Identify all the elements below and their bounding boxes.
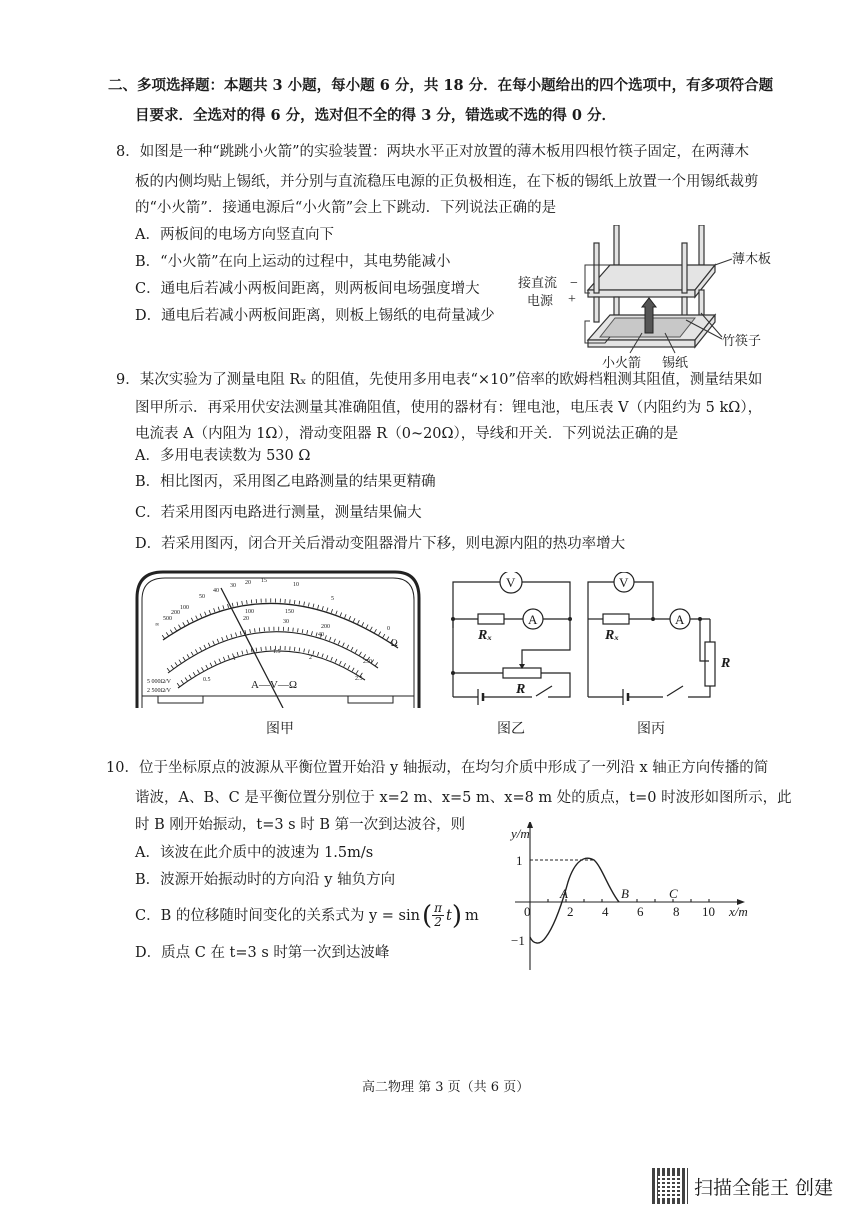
x-tick: 6	[637, 904, 644, 919]
qr-code-icon	[652, 1168, 688, 1204]
x-tick: 0	[524, 904, 531, 919]
q10-option-b: B．波源开始振动时的方向沿 y 轴负方向	[135, 872, 396, 888]
q8-option-b: B．“小火箭”在向上运动的过程中，其电势能减小	[135, 254, 451, 270]
voltmeter-label: V	[506, 575, 516, 590]
voltmeter-label: V	[619, 575, 629, 590]
ammeter-label: A	[528, 612, 538, 627]
ohm-tick: 20	[245, 580, 251, 586]
q9-option-a: A．多用电表读数为 530 Ω	[135, 448, 311, 464]
q9-option-d: D．若采用图丙，闭合开关后滑动变阻器滑片下移，则电源内阻的热功率增大	[135, 536, 626, 552]
fraction-denominator: 2	[434, 915, 442, 929]
q9-option-b: B．相比图丙，采用图乙电路测量的结果更精确	[135, 474, 436, 490]
dc-tick: 30	[283, 619, 289, 625]
q10-option-c-text: C．B 的位移随时间变化的关系式为 y = sin	[135, 907, 420, 924]
q8-stem-2: 板的内侧均贴上锡纸，并分别与直流稳压电源的正负极相连，在下板的锡纸上放置一个用锡纸裁剪	[135, 174, 759, 190]
caption-bing: 图丙	[637, 721, 665, 737]
q9-stem-3: 电流表 A（内阻为 1Ω），滑动变阻器 R（0~20Ω），导线和开关．下列说法正确的是	[135, 426, 679, 442]
ac-tick: 2	[309, 655, 312, 661]
circuit-bing-figure	[583, 572, 743, 707]
wave-graph	[505, 822, 765, 972]
q8-option-c: C．通电后若减小两板间距离，则两板间电场强度增大	[135, 281, 480, 297]
scanner-watermark	[652, 1168, 833, 1204]
q9-stem-2: 图甲所示．再采用伏安法测量其准确阻值，使用的器材有：锂电池，电压表 V（内阻约为 5 kΩ），	[135, 400, 763, 416]
point-b-label: B	[621, 886, 629, 901]
plus-sign: +	[568, 292, 576, 307]
rx-label: Rₓ	[605, 628, 620, 643]
rx-label: Rₓ	[478, 628, 493, 643]
q8-option-a: A．两板间的电场方向竖直向下	[135, 227, 334, 243]
dc-tick: 40	[318, 632, 324, 638]
r-label: R	[721, 656, 731, 671]
x-tick: 4	[602, 904, 609, 919]
q8-option-d: D．通电后若减小两板间距离，则板上锡纸的电荷量减少	[135, 308, 495, 324]
power-label-2: 电源	[527, 293, 554, 308]
chopsticks-label: 竹筷子	[722, 333, 762, 348]
caption-jia: 图甲	[266, 721, 294, 737]
x-tick: 2	[567, 904, 574, 919]
ohm-tick: 50	[199, 594, 205, 600]
ac-tick: 1	[233, 656, 236, 662]
ohm-tick: ∞	[155, 622, 160, 628]
section-title: 二、多项选择题：本题共 3 小题，每小题 6 分，共 18 分．在每小题给出的四个选项中，有多项符合题	[108, 77, 774, 94]
ohm-tick: 10	[293, 582, 299, 588]
meter-mode-label: A—V—Ω	[251, 679, 298, 691]
circuit-yi-figure	[448, 572, 578, 707]
q8-stem-3: 的“小火箭”．接通电源后“小火箭”会上下跳动．下列说法正确的是	[135, 200, 557, 216]
x-tick: 10	[702, 904, 715, 919]
page-footer: 高二物理 第 3 页（共 6 页）	[362, 1080, 530, 1095]
meter-spec: 2 500Ω/V	[147, 688, 171, 694]
ohm-tick: 200	[171, 610, 180, 616]
board-label: 薄木板	[732, 251, 772, 266]
ac-tick: 2.5	[355, 676, 363, 682]
watermark-text: 扫描全能王 创建	[694, 1176, 834, 1199]
point-c-label: C	[669, 886, 678, 901]
ohm-tick: 30	[230, 583, 236, 589]
section-instructions: 目要求．全选对的得 6 分，选对但不全的得 3 分，错选或不选的得 0 分．	[135, 107, 617, 124]
y-axis-label: y/m	[511, 826, 530, 841]
ohm-tick: 100	[180, 605, 189, 611]
multimeter-dial-figure	[133, 568, 423, 708]
waveform-curve	[530, 858, 619, 943]
dc-tick: 100	[245, 609, 254, 615]
dc-tick: 200	[321, 624, 330, 630]
ac-tick: 0.5	[203, 677, 211, 683]
y-tick: 1	[516, 853, 523, 868]
dc-tick: 250	[363, 659, 372, 665]
rocket-label: 小火箭	[602, 355, 642, 370]
q10-option-d: D．质点 C 在 t=3 s 时第一次到达波峰	[135, 945, 390, 961]
ammeter-label: A	[675, 612, 685, 627]
dc-tick: 150	[285, 609, 294, 615]
rocket-apparatus-figure	[510, 225, 800, 370]
ac-tick: 1.5	[273, 649, 281, 655]
r-label: R	[516, 682, 526, 697]
time-variable: t	[446, 907, 452, 924]
point-a-label: A	[560, 886, 568, 901]
ohm-tick: 15	[261, 578, 267, 584]
x-axis-label: x/m	[729, 904, 748, 919]
caption-yi: 图乙	[497, 721, 525, 737]
unit: m	[464, 907, 479, 924]
foil-label: 锡纸	[662, 355, 689, 370]
q10-stem-2: 谐波，A、B、C 是平衡位置分别位于 x=2 m、x=5 m、x=8 m 处的质点，t=0 时波形如图所示，此	[135, 790, 792, 806]
ohm-tick: 5	[331, 596, 334, 602]
ohm-tick: 0	[387, 626, 390, 632]
q8-stem-1: 8．如图是一种“跳跳小火箭”的实验装置：两块水平正对放置的薄木板用四根竹筷子固定，在两薄木	[116, 144, 750, 160]
dc-tick: 20	[243, 616, 249, 622]
q10-stem-1: 10．位于坐标原点的波源从平衡位置开始沿 y 轴振动，在均匀介质中形成了一列沿 x 轴正方向传播的简	[106, 760, 769, 776]
x-tick: 8	[673, 904, 680, 919]
q9-option-c: C．若采用图丙电路进行测量，测量结果偏大	[135, 505, 422, 521]
meter-spec: 5 000Ω/V	[147, 679, 171, 685]
power-label-1: 接直流	[518, 275, 558, 290]
q10-option-c: C．B 的位移随时间变化的关系式为 y = sin ( $\frac{\pi}{2}$ t ) m	[135, 900, 479, 931]
q10-option-a: A．该波在此介质中的波速为 1.5m/s	[135, 845, 374, 861]
y-tick: −1	[511, 933, 525, 948]
ohm-unit: Ω	[391, 638, 398, 648]
ohm-tick: 500	[163, 616, 172, 622]
q9-stem-1: 9．某次实验为了测量电阻 Rₓ 的阻值，先使用多用电表“×10”倍率的欧姆档粗测其阻值，测量结果如	[116, 372, 763, 388]
fraction-numerator: π	[434, 901, 442, 915]
minus-sign: −	[570, 276, 578, 291]
q10-stem-3: 时 B 刚开始振动，t=3 s 时 B 第一次到达波谷，则	[135, 817, 466, 833]
ohm-tick: 40	[213, 588, 219, 594]
